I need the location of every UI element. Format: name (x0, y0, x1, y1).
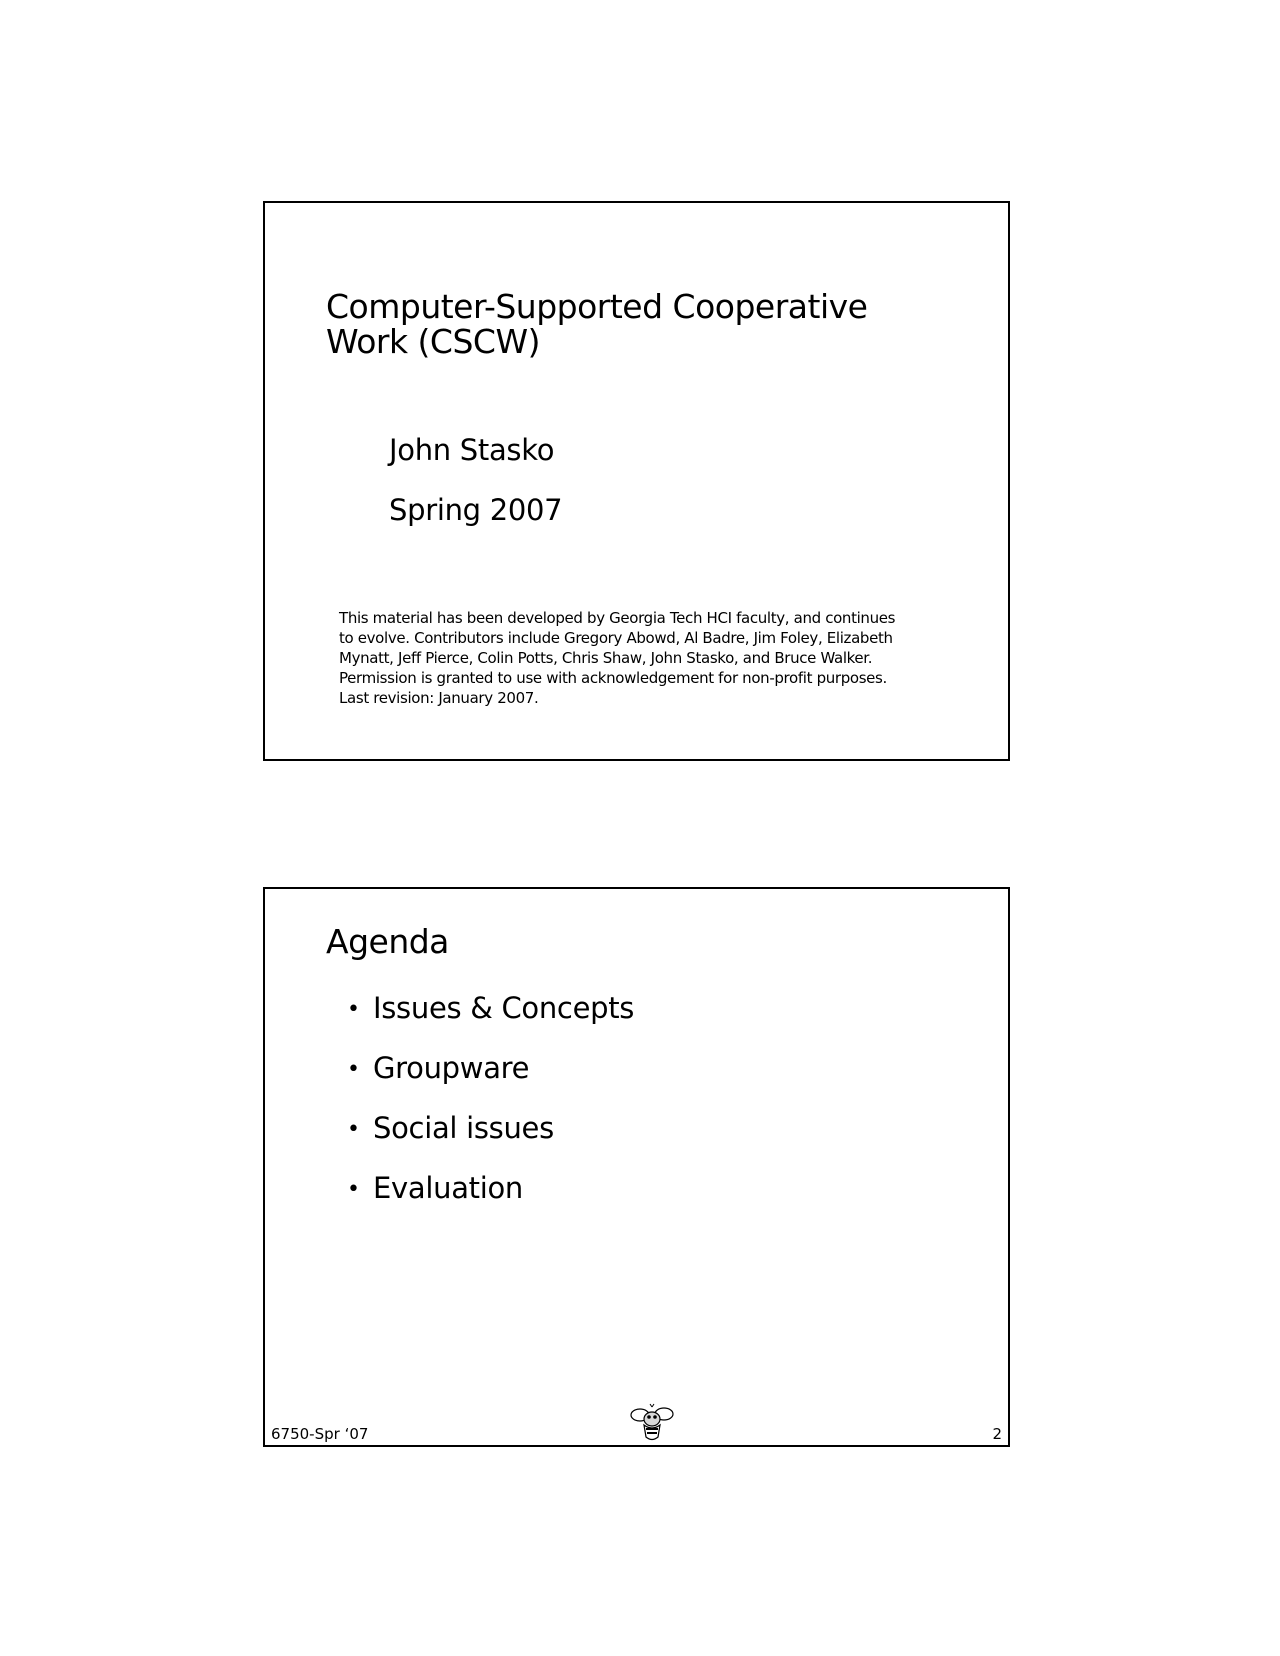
copyright-notice (339, 608, 959, 708)
slide-title-heading (326, 289, 926, 359)
bullet-icon: • (347, 997, 360, 1022)
notice-line: Permission is granted to use with acknowledgement for non-profit purposes. (339, 669, 887, 687)
title-line-1: Computer-Supported Cooperative (326, 287, 868, 326)
agenda-item (347, 1109, 634, 1169)
agenda-item-label: Social issues (373, 1111, 554, 1145)
agenda-item-label: Evaluation (373, 1171, 524, 1205)
page-number: 2 (992, 1425, 1002, 1443)
notice-line: Last revision: January 2007. (339, 689, 539, 707)
notice-line: Mynatt, Jeff Pierce, Colin Potts, Chris Shaw, John Stasko, and Bruce Walker. (339, 649, 873, 667)
notice-line: to evolve. Contributors include Gregory Abowd, Al Badre, Jim Foley, Elizabeth (339, 629, 893, 647)
bullet-icon: • (347, 1057, 360, 1082)
agenda-item-label: Groupware (373, 1051, 530, 1085)
bullet-icon: • (347, 1177, 360, 1202)
agenda-list (347, 989, 634, 1229)
agenda-item (347, 1049, 634, 1109)
footer-course-label: 6750-Spr ‘07 (271, 1425, 369, 1443)
agenda-item (347, 1169, 634, 1229)
agenda-title: Agenda (326, 922, 449, 961)
slide-agenda (263, 887, 1010, 1447)
agenda-item-label: Issues & Concepts (373, 991, 635, 1025)
agenda-item (347, 989, 634, 1049)
slide-title (263, 201, 1010, 761)
notice-line: This material has been developed by Georgia Tech HCI faculty, and continues (339, 609, 896, 627)
author-name: John Stasko (389, 433, 555, 467)
title-line-2: Work (CSCW) (326, 322, 540, 361)
term-label: Spring 2007 (389, 493, 563, 527)
yellow-jacket-mascot-icon (630, 1403, 674, 1443)
bullet-icon: • (347, 1117, 360, 1142)
